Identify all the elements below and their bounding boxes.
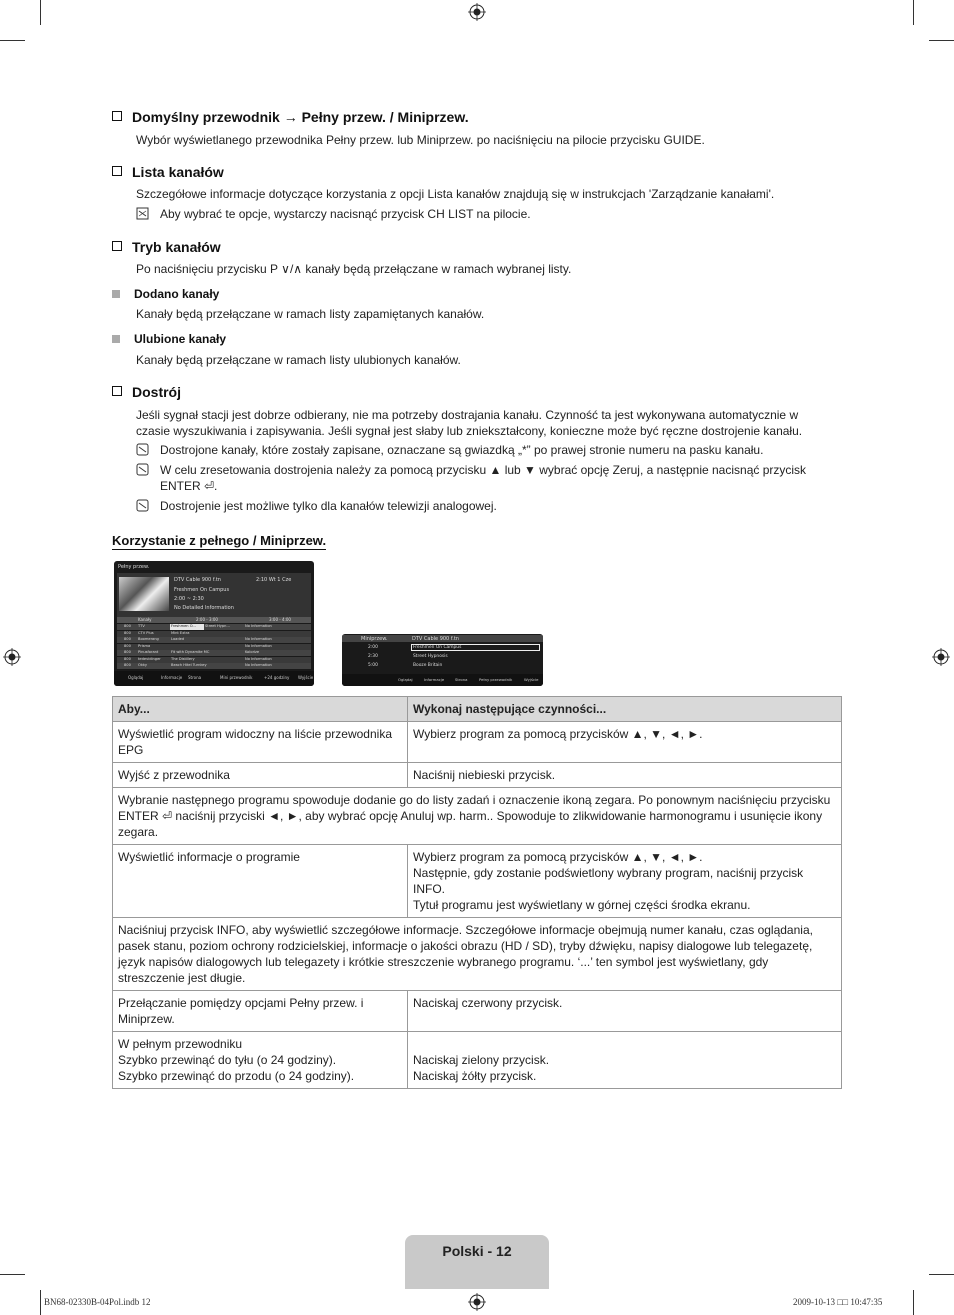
checkbox-bullet-icon (112, 111, 122, 121)
table-row (113, 722, 842, 763)
mini-guide-screenshot (342, 634, 543, 686)
table-row (113, 845, 842, 918)
crop-mark (40, 0, 41, 25)
table-cell: Wybierz program za pomocą przycisków ▲, ▼, ◄, ►. Następnie, gdy zostanie podświetlony wybrany program, naciśnij przycisk INFO. Tytuł programu jest wyświetlany w górnej części środka ekranu. (408, 845, 842, 918)
guide-row-program: No Information (245, 663, 272, 667)
full-guide-slot: 2:00 ~ 2:30 (174, 596, 204, 602)
full-guide-program: Freshmen On Campus (174, 587, 230, 593)
footer-file-info: BN68-02330B-04Pol.indb 12 (44, 1297, 151, 1307)
full-guide-channel: DTV Cable 900 f.tn (174, 577, 221, 583)
guide-footer-item: Mini przewodnik (220, 675, 253, 680)
full-guide-title: Pełny przew. (118, 564, 150, 570)
guide-footer-item: Strona (188, 675, 202, 680)
section-fine-tune-title: Dostrój (112, 384, 181, 400)
fine-tune-body-line2: czasie wyszukiwania i zapisywania. Jeśli sygnał jest słaby lub zniekształcony, konieczne może być ręczne dostrojenie kanału. (136, 424, 803, 438)
default-guide-body: Wybór wyświetlanego przewodnika Pełny przew. lub Miniprzew. po naciśnięciu na pilocie przycisku GUIDE. (136, 133, 705, 147)
subsection-added-channels-title: Dodano kanały (112, 287, 219, 301)
crop-mark (929, 1274, 954, 1275)
guide-row-program: Mint Extra (171, 630, 190, 635)
guide-row-program: Freshmen O... (171, 624, 196, 628)
mini-guide-program: Street Hypnosis (413, 654, 448, 659)
fine-tune-note-1: Dostrojone kanały, które zostały zapisane, oznaczane są gwiazdką „*” po prawej stronie numeru na pasku kanału. (136, 442, 836, 458)
guide-row-program: Beach Hitel Turnkey (171, 663, 207, 667)
checkbox-bullet-icon (112, 166, 122, 176)
note-icon (136, 443, 149, 456)
mini-guide-footer-item: Informacje (424, 677, 445, 682)
registration-mark-icon (3, 648, 21, 666)
square-bullet-icon (112, 335, 120, 343)
section-channel-list-title: Lista kanałów (112, 164, 224, 180)
table-cell: Wyświetlić informacje o programie (113, 845, 408, 918)
section-default-guide-title: Domyślny przewodnik → Pełny przew. / Miniprzew. (112, 109, 469, 125)
table-cell: Wyjść z przewodnika (113, 763, 408, 788)
guide-row-program: The Distillery (171, 656, 195, 661)
crop-mark (913, 0, 914, 25)
guide-row-channel: Boomerang (138, 637, 159, 641)
table-header-col2: Wykonaj następujące czynności... (408, 697, 842, 722)
table-row (113, 763, 842, 788)
usage-heading: Korzystanie z pełnego / Miniprzew. (112, 533, 327, 548)
table-cell-wide: Wybranie następnego programu spowoduje dodanie go do listy zadań i oznaczenie ikoną zegara. Po ponownym naciśnięciu przycisku ENTER ⏎ naciśnij przyciski ◄, ►, aby wybrać opcję Anuluj wp. harm.. Spowoduje to zlikwidowanie harmonogramu i usunięcie ikony zegara. (113, 788, 842, 845)
fine-tune-note-2: W celu zresetowania dostrojenia należy za pomocą przycisku ▲ lub ▼ wybrać opcję Zeruj, a następnie nacisnąć przycisk ENTER ⏎. (136, 462, 836, 494)
guide-row-program: Kolorize (245, 650, 260, 654)
note-icon (136, 463, 149, 476)
note-icon (136, 207, 149, 220)
added-channels-body: Kanały będą przełączane w ramach listy zapamiętanych kanałów. (136, 307, 485, 321)
full-guide-screenshot (114, 561, 314, 686)
mini-guide-footer-item: Strona (455, 677, 468, 682)
registration-mark-icon (468, 3, 486, 21)
guide-row-channel: Prisma (138, 643, 151, 648)
crop-mark (40, 1290, 41, 1315)
channel-list-note: Aby wybrać te opcje, wystarczy nacisnąć przycisk CH LIST na pilocie. (136, 206, 836, 222)
page-label: Polski - 12 (442, 1243, 512, 1259)
mini-guide-footer-item: Pełny przewodnik (479, 677, 513, 682)
crop-mark (929, 40, 954, 41)
guide-footer-item: Informacje (161, 675, 183, 680)
mini-guide-footer-item: Oglądaj (398, 677, 413, 682)
guide-row-num: 800 (124, 637, 131, 641)
table-cell: Naciskaj zielony przycisk. Naciskaj żółty przycisk. (408, 1032, 842, 1089)
table-row (113, 788, 842, 845)
checkbox-bullet-icon (112, 241, 122, 251)
table-cell-wide: Naciśniuj przycisk INFO, aby wyświetlić szczegółowe informacje. Szczegółowe informacje obejmują numer kanału, czas oglądania, pasek stanu, poziom ochrony rodzicielskiej, informacje o jakości obrazu (HD / SD), tryby dźwięku, napisy dialogowe lub telegazetę, język napisów dialogowych lub telegazety i krótkie streszczenie wybranego programu. ‘...’ ten symbol jest wyświetlany, gdy streszczenie jest długie. (113, 918, 842, 991)
guide-row-num: 800 (124, 643, 131, 648)
guide-footer-item: Wyjście (298, 675, 314, 680)
crop-mark (913, 1290, 914, 1315)
grid-col-t2: 3:00 - 4:00 (269, 617, 291, 622)
guide-row-num: 800 (124, 663, 131, 667)
grid-col-t1: 2:00 - 3:00 (196, 617, 218, 622)
guide-row-channel: Pinusforant (138, 650, 159, 654)
full-guide-time: 2:10 Wt 1 Cze (256, 577, 292, 583)
table-cell: Wybierz program za pomocą przycisków ▲, ▼, ◄, ►. (408, 722, 842, 763)
fine-tune-body-line1: Jeśli sygnał stacji jest dobrze odbierany, nie ma potrzeby dostrajania kanału. Czynność ta jest wykonywana automatycznie w (136, 408, 799, 422)
mini-guide-program: Freshmen On Campus (413, 645, 462, 650)
guide-row-channel: Okky (138, 663, 147, 667)
registration-mark-icon (932, 648, 950, 666)
table-cell: Naciskaj czerwony przycisk. (408, 991, 842, 1032)
crop-mark (0, 1274, 25, 1275)
table-cell: W pełnym przewodniku Szybko przewinąć do tyłu (o 24 godziny). Szybko przewinąć do przodu (o 24 godziny). (113, 1032, 408, 1089)
registration-mark-icon (468, 1293, 486, 1311)
table-cell: Wyświetlić program widoczny na liście przewodnika EPG (113, 722, 408, 763)
guide-row-program: No Information (245, 637, 272, 641)
mini-guide-channel: DTV Cable 900 f.tn (412, 636, 459, 642)
guide-row-program: Fit with Dynamite MC (171, 650, 210, 654)
preview-thumbnail (119, 577, 169, 611)
favourite-channels-body: Kanały będą przełączane w ramach listy ulubionych kanałów. (136, 353, 461, 367)
channel-mode-body: Po naciśnięciu przycisku P ∨/∧ kanały będą przełączane w ramach wybranej listy. (136, 262, 572, 276)
fine-tune-note-3: Dostrojenie jest możliwe tylko dla kanałów telewizji analogowej. (136, 498, 836, 514)
mini-guide-footer-item: Wyjście (524, 677, 539, 682)
mini-guide-time: 2:30 (368, 654, 378, 659)
footer-timestamp: 2009-10-13 □□ 10:47:35 (793, 1297, 883, 1307)
note-icon (136, 499, 149, 512)
guide-row-num: 800 (124, 656, 131, 661)
table-row (113, 991, 842, 1032)
mini-guide-program: Booze Britain (413, 663, 443, 668)
guide-row-num: 800 (124, 630, 131, 635)
guide-row-program: Loaded (171, 637, 185, 641)
guide-row-num: 800 (124, 650, 131, 654)
grid-col-header: Kanały (138, 617, 152, 622)
table-cell: Przełączanie pomiędzy opcjami Pełny przew. i Miniprzew. (113, 991, 408, 1032)
mini-guide-time: 2:00 (368, 645, 378, 650)
checkbox-bullet-icon (112, 386, 122, 396)
page-number-tab (405, 1235, 549, 1289)
table-cell: Naciśnij niebieski przycisk. (408, 763, 842, 788)
guide-row-channel: TTV (138, 624, 145, 628)
guide-row-program: No Information (245, 656, 272, 661)
guide-row-program: No Information (245, 624, 272, 628)
table-row (113, 918, 842, 991)
guide-footer-item: +24 godziny (264, 675, 290, 680)
guide-footer-item: Oglądaj (128, 675, 144, 680)
channel-list-body: Szczegółowe informacje dotyczące korzystania z opcji Lista kanałów znajdują się w instrukcjach 'Zarządzanie kanałami'. (136, 187, 775, 201)
mini-guide-time: 5:00 (368, 663, 378, 668)
guide-row-num: 800 (124, 624, 131, 628)
guide-row-channel: CTV Plus (138, 630, 154, 635)
usage-table (112, 696, 842, 1089)
section-channel-mode-title: Tryb kanałów (112, 239, 221, 255)
guide-row-program: Street Hypn... (205, 624, 230, 628)
crop-mark (0, 40, 25, 41)
table-header-row (113, 697, 842, 722)
subsection-favourite-channels-title: Ulubione kanały (112, 332, 226, 346)
table-row (113, 1032, 842, 1089)
square-bullet-icon (112, 290, 120, 298)
guide-row-channel: tedevidinger (138, 656, 161, 661)
guide-row-program: No Information (245, 643, 272, 648)
full-guide-info: No Detailed Information (174, 605, 234, 611)
table-header-col1: Aby... (113, 697, 408, 722)
mini-guide-title: Miniprzew. (361, 636, 388, 642)
